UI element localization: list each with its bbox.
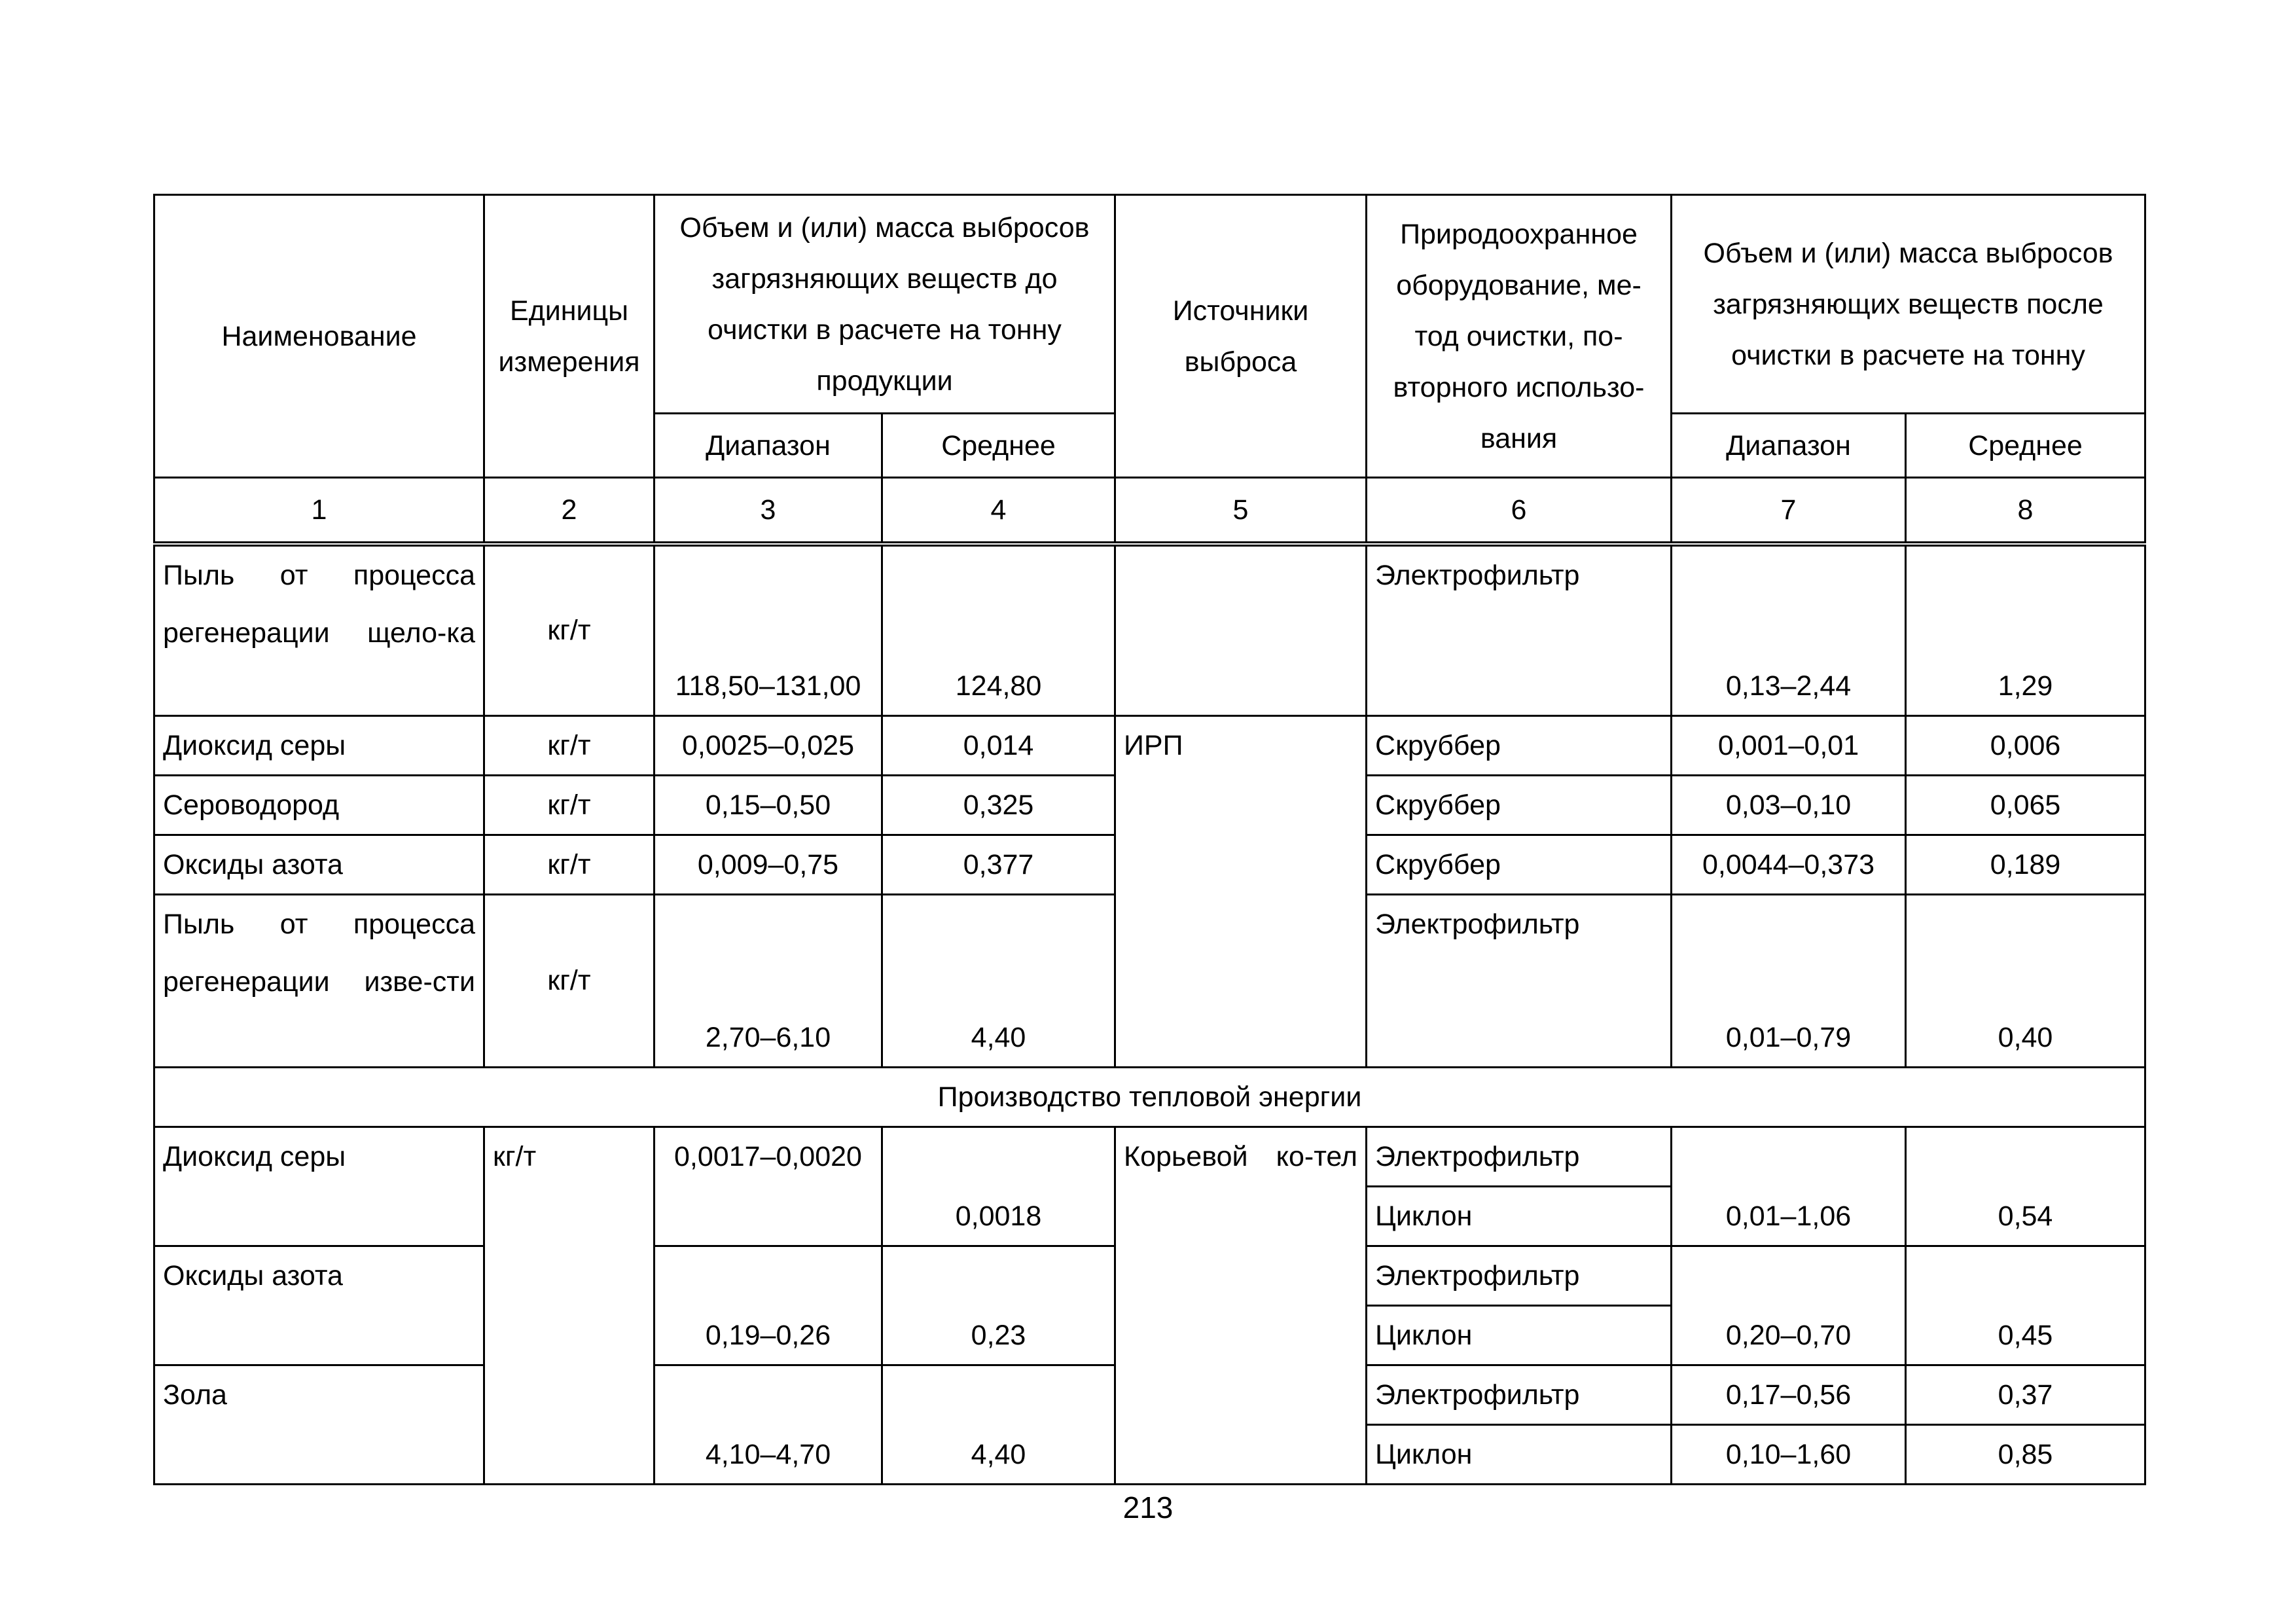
header-avg-after: Среднее: [1906, 414, 2145, 478]
avg-before: 0,014: [882, 715, 1115, 775]
range-before: 2,70–6,10: [655, 894, 882, 1067]
header-before-cleaning: Объем и (или) масса выбросов загрязняющих веществ до очистки в расчете на тонну продукции: [655, 195, 1115, 414]
range-before: 0,0017–0,0020: [655, 1127, 882, 1246]
source-cell: Корьевой ко-тел: [1115, 1127, 1367, 1484]
header-units: Единицы измерения: [484, 195, 655, 478]
unit-cell: кг/т: [484, 715, 655, 775]
substance-name: Оксиды азота: [154, 1246, 484, 1365]
unit-cell: кг/т: [484, 775, 655, 835]
table-row: [154, 715, 2145, 775]
substance-name: Диоксид серы: [154, 715, 484, 775]
avg-after: 0,45: [1906, 1246, 2145, 1365]
header-avg: Среднее: [882, 414, 1115, 478]
avg-after: 0,54: [1906, 1127, 2145, 1246]
range-before: 0,19–0,26: [655, 1246, 882, 1365]
avg-before: 124,80: [882, 544, 1115, 715]
range-after: 0,17–0,56: [1672, 1365, 1906, 1424]
substance-name: Пыль от процесса регенерации щело-ка: [154, 544, 484, 715]
header-name: Наименование: [154, 195, 484, 478]
range-after: 0,01–0,79: [1672, 894, 1906, 1067]
equipment-cell: Циклон: [1367, 1186, 1672, 1246]
equipment-cell: Циклон: [1367, 1305, 1672, 1365]
range-before: 0,15–0,50: [655, 775, 882, 835]
avg-after: 1,29: [1906, 544, 2145, 715]
substance-name: Сероводород: [154, 775, 484, 835]
avg-before: 0,0018: [882, 1127, 1115, 1246]
col-number: 5: [1115, 478, 1367, 545]
equipment-cell: Скруббер: [1367, 835, 1672, 894]
avg-after: 0,189: [1906, 835, 2145, 894]
substance-name: Пыль от процесса регенерации изве-сти: [154, 894, 484, 1067]
avg-after: 0,006: [1906, 715, 2145, 775]
table-row: [154, 1127, 2145, 1186]
equipment-cell: Скруббер: [1367, 715, 1672, 775]
equipment-cell: Электрофильтр: [1367, 1246, 1672, 1305]
unit-cell: кг/т: [484, 544, 655, 715]
range-after: 0,01–1,06: [1672, 1127, 1906, 1246]
equipment-cell: Электрофильтр: [1367, 894, 1672, 1067]
header-range-after: Диапазон: [1672, 414, 1906, 478]
header-range: Диапазон: [655, 414, 882, 478]
equipment-cell: Электрофильтр: [1367, 1365, 1672, 1424]
source-cell: [1115, 544, 1367, 715]
equipment-cell: Циклон: [1367, 1424, 1672, 1484]
table-row: [154, 544, 2145, 715]
range-before: 4,10–4,70: [655, 1365, 882, 1484]
avg-before: 0,325: [882, 775, 1115, 835]
col-number: 2: [484, 478, 655, 545]
range-after: 0,001–0,01: [1672, 715, 1906, 775]
avg-before: 0,377: [882, 835, 1115, 894]
col-number: 3: [655, 478, 882, 545]
avg-after: 0,37: [1906, 1365, 2145, 1424]
avg-after: 0,85: [1906, 1424, 2145, 1484]
page-number: 213: [1122, 1490, 1174, 1525]
avg-before: 4,40: [882, 894, 1115, 1067]
equipment-cell: Скруббер: [1367, 775, 1672, 835]
avg-before: 4,40: [882, 1365, 1115, 1484]
range-after: 0,0044–0,373: [1672, 835, 1906, 894]
emissions-table: [153, 194, 2146, 1485]
range-after: 0,20–0,70: [1672, 1246, 1906, 1365]
section-row: [154, 1067, 2145, 1127]
substance-name: Зола: [154, 1365, 484, 1484]
avg-after: 0,40: [1906, 894, 2145, 1067]
range-before: 118,50–131,00: [655, 544, 882, 715]
col-number: 8: [1906, 478, 2145, 545]
unit-cell: кг/т: [484, 835, 655, 894]
avg-before: 0,23: [882, 1246, 1115, 1365]
substance-name: Диоксид серы: [154, 1127, 484, 1246]
header-equipment: Природоохранное оборудование, ме-тод очистки, по-вторного использо-вания: [1367, 195, 1672, 478]
source-cell: ИРП: [1115, 715, 1367, 1067]
avg-after: 0,065: [1906, 775, 2145, 835]
range-after: 0,13–2,44: [1672, 544, 1906, 715]
equipment-cell: Электрофильтр: [1367, 544, 1672, 715]
range-before: 0,0025–0,025: [655, 715, 882, 775]
equipment-cell: Электрофильтр: [1367, 1127, 1672, 1186]
header-sources: Источники выброса: [1115, 195, 1367, 478]
col-number: 4: [882, 478, 1115, 545]
unit-cell: кг/т: [484, 1127, 655, 1484]
range-after: 0,10–1,60: [1672, 1424, 1906, 1484]
header-after-cleaning: Объем и (или) масса выбросов загрязняющих веществ после очистки в расчете на тонну: [1672, 195, 2145, 414]
unit-cell: кг/т: [484, 894, 655, 1067]
range-after: 0,03–0,10: [1672, 775, 1906, 835]
range-before: 0,009–0,75: [655, 835, 882, 894]
column-numbers-row: [154, 478, 2145, 545]
substance-name: Оксиды азота: [154, 835, 484, 894]
col-number: 1: [154, 478, 484, 545]
col-number: 7: [1672, 478, 1906, 545]
col-number: 6: [1367, 478, 1672, 545]
section-title: Производство тепловой энергии: [154, 1067, 2145, 1127]
